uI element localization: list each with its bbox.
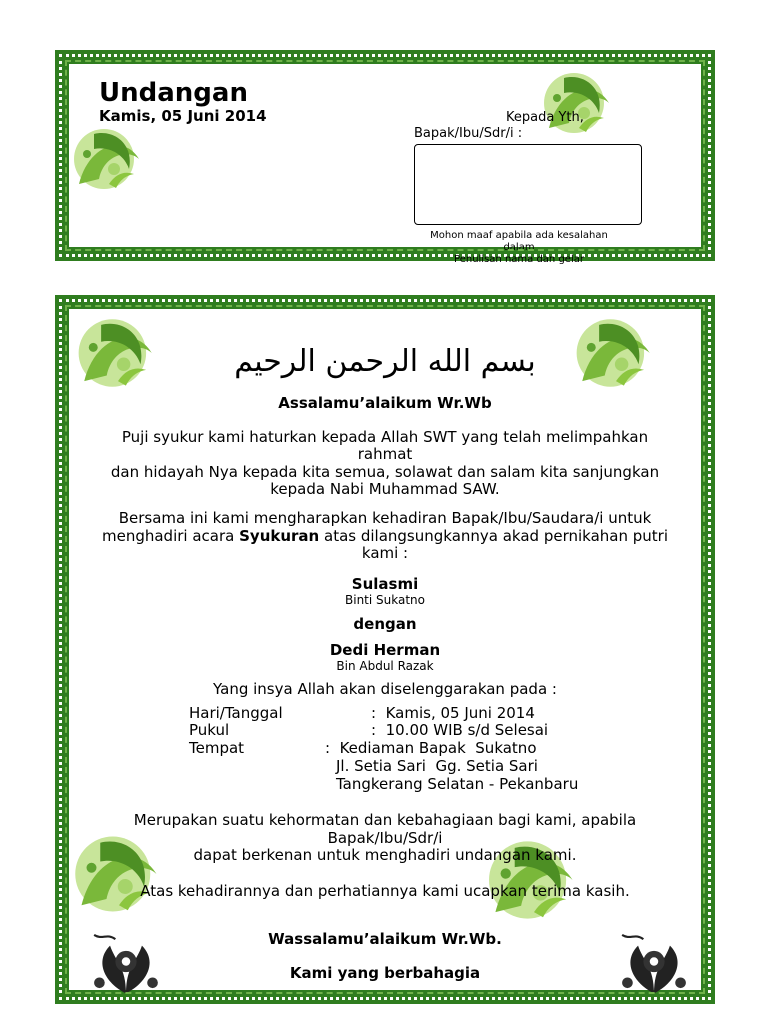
recipient-name-box	[414, 144, 642, 225]
paragraph-line: Bersama ini kami mengharapkan kehadiran Bapak/Ibu/Saudara/i untuk	[118, 509, 652, 527]
address-line: Jl. Setia Sari Gg. Setia Sari	[336, 757, 538, 775]
groom-name: Dedi Herman	[329, 641, 441, 659]
text-segment: menghadiri acara	[101, 527, 240, 545]
farewell: Wassalamu’alaikum Wr.Wb.	[268, 930, 502, 948]
swirl-ornament-icon	[539, 68, 619, 138]
note-line: dalam	[503, 242, 535, 253]
closing-line: Merupakan suatu kehormatan dan kebahagiaan bagi kami, apabila	[133, 811, 637, 829]
day-label: Hari/Tanggal	[189, 704, 283, 722]
closing-line: Bapak/Ibu/Sdr/i	[327, 829, 443, 847]
place-value: : Kediaman Bapak Sukatno	[325, 739, 537, 757]
signature: Kami yang berbahagia	[289, 964, 481, 982]
connector-text: dengan	[353, 615, 417, 633]
thanks-line: Atas kehadirannya dan perhatiannya kami ucapkan terima kasih.	[140, 882, 630, 900]
note-line: Mohon maaf apabila ada kesalahan	[430, 230, 608, 241]
closing-line: dapat berkenan untuk menghadiri undangan kami.	[193, 846, 577, 864]
paragraph-line: kepada Nabi Muhammad SAW.	[270, 480, 500, 498]
recipient-label: Bapak/Ibu/Sdr/i :	[414, 126, 523, 141]
bride-parent: Binti Sukatno	[345, 593, 425, 607]
place-label: Tempat	[189, 739, 245, 757]
bismillah-calligraphy: بسم الله الرحمن الرحيم	[234, 344, 536, 379]
address-line: Tangkerang Selatan - Pekanbaru	[336, 775, 579, 793]
envelope-note	[414, 230, 624, 266]
event-intro: Yang insya Allah akan diselenggarakan pada :	[213, 680, 557, 698]
envelope-title: Undangan	[99, 78, 248, 108]
time-label: Pukul	[189, 721, 230, 739]
paragraph-line: Puji syukur kami haturkan kepada Allah SWT yang telah melimpahkan	[121, 428, 649, 446]
day-value: : Kamis, 05 Juni 2014	[371, 704, 535, 722]
paragraph-line: dan hidayah Nya kepada kita semua, solawat dan salam kita sanjungkan	[110, 463, 660, 481]
envelope-card	[55, 50, 715, 265]
recipient-to: Kepada Yth,	[506, 110, 584, 125]
paragraph-line: kami :	[361, 544, 409, 562]
swirl-ornament-icon	[69, 124, 149, 194]
bride-name: Sulasmi	[351, 575, 419, 593]
event-name: Syukuran	[239, 527, 320, 545]
envelope-date: Kamis, 05 Juni 2014	[99, 107, 267, 125]
greeting: Assalamu’alaikum Wr.Wb	[278, 394, 492, 412]
time-value: : 10.00 WIB s/d Selesai	[371, 721, 549, 739]
letter-card	[55, 295, 715, 1004]
groom-parent: Bin Abdul Razak	[336, 659, 434, 673]
note-line: Penulisan nama dan gelar	[454, 254, 584, 265]
paragraph-line	[69, 528, 701, 545]
paragraph-line: rahmat	[357, 445, 413, 463]
text-segment: atas dilangsungkannya akad pernikahan putri	[319, 527, 668, 545]
